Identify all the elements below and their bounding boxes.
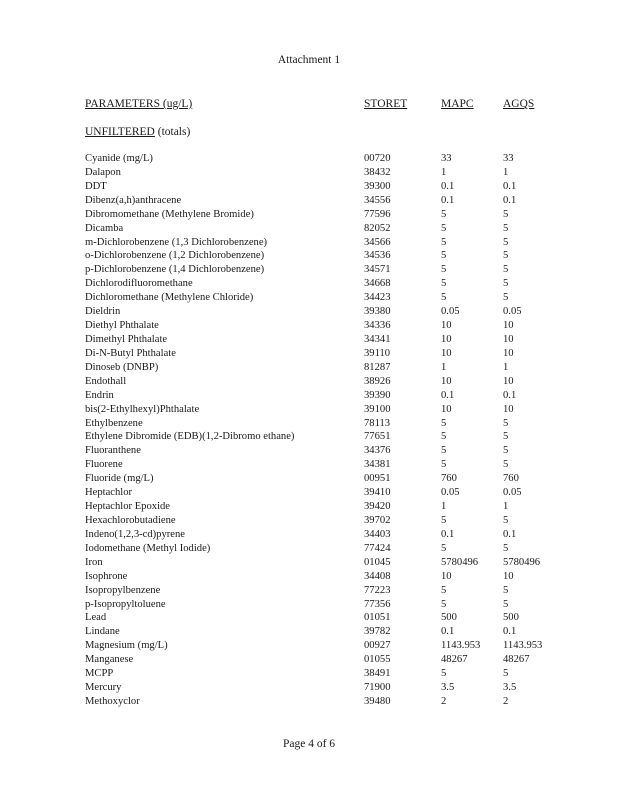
agqs-value: 1	[503, 166, 509, 178]
table-row	[0, 430, 618, 444]
agqs-value: 5	[503, 598, 509, 610]
table-row	[0, 236, 618, 250]
parameter-name: bis(2-Ethylhexyl)Phthalate	[85, 403, 200, 415]
table-row	[0, 194, 618, 208]
storet-code: 77651	[364, 431, 391, 443]
agqs-value: 5	[503, 264, 509, 276]
parameter-name: Dibromomethane (Methylene Bromide)	[85, 208, 254, 220]
storet-code: 39782	[364, 626, 391, 638]
storet-code: 34571	[364, 264, 391, 276]
table-row	[0, 291, 618, 305]
parameter-name: Isopropylbenzene	[85, 584, 161, 596]
table-row	[0, 403, 618, 417]
agqs-value: 5	[503, 250, 509, 262]
agqs-value: 0.1	[503, 194, 517, 206]
storet-code: 34403	[364, 528, 391, 540]
mapc-value: 1	[441, 501, 447, 513]
storet-code: 38491	[364, 668, 391, 680]
storet-code: 39380	[364, 306, 391, 318]
table-row	[0, 347, 618, 361]
mapc-value: 5	[441, 264, 447, 276]
table-row	[0, 486, 618, 500]
mapc-value: 5	[441, 514, 447, 526]
parameter-name: Fluoranthene	[85, 445, 141, 457]
storet-code: 34423	[364, 292, 391, 304]
mapc-value: 5	[441, 222, 447, 234]
parameter-name: Dalapon	[85, 166, 121, 178]
table-row	[0, 556, 618, 570]
mapc-value: 5	[441, 431, 447, 443]
agqs-value: 5	[503, 417, 509, 429]
mapc-value: 10	[441, 347, 452, 359]
table-row	[0, 375, 618, 389]
storet-code: 34536	[364, 250, 391, 262]
agqs-value: 33	[503, 153, 514, 164]
mapc-value: 5780496	[441, 556, 479, 568]
agqs-value: 48267	[503, 654, 530, 666]
mapc-value: 500	[441, 612, 457, 624]
mapc-value: 10	[441, 570, 452, 582]
storet-code: 82052	[364, 222, 391, 234]
storet-code: 34376	[364, 445, 391, 457]
mapc-value: 10	[441, 320, 452, 332]
parameter-name: Manganese	[85, 654, 134, 666]
table-row	[0, 319, 618, 333]
parameter-name: Ethylbenzene	[85, 417, 143, 429]
mapc-value: 5	[441, 598, 447, 610]
storet-code: 34566	[364, 236, 391, 248]
parameter-name: Endrin	[85, 389, 114, 401]
mapc-value: 5	[441, 292, 447, 304]
mapc-value: 5	[441, 250, 447, 262]
table-row	[0, 681, 618, 695]
mapc-value: 0.05	[441, 487, 460, 499]
storet-code: 77223	[364, 584, 391, 596]
storet-code: 77424	[364, 542, 391, 554]
table-row	[0, 570, 618, 584]
table-row	[0, 625, 618, 639]
agqs-value: 1	[503, 361, 509, 373]
parameters-table	[0, 152, 618, 709]
storet-code: 39110	[364, 347, 391, 359]
mapc-value: 48267	[441, 654, 468, 666]
parameter-name: Diethyl Phthalate	[85, 320, 159, 332]
parameter-name: p-Isopropyltoluene	[85, 598, 166, 610]
table-row	[0, 514, 618, 528]
parameter-name: Endothall	[85, 375, 127, 387]
parameter-name: Dibenz(a,h)anthracene	[85, 194, 182, 206]
section-suffix: (totals)	[154, 126, 191, 138]
agqs-value: 5	[503, 208, 509, 220]
table-row	[0, 333, 618, 347]
storet-code: 38432	[364, 166, 391, 178]
table-row	[0, 222, 618, 236]
parameter-name: Fluoride (mg/L)	[85, 473, 154, 485]
table-row	[0, 389, 618, 403]
section-heading	[85, 126, 190, 138]
table-row	[0, 653, 618, 667]
table-row	[0, 639, 618, 653]
agqs-value: 5780496	[503, 556, 541, 568]
agqs-value: 0.1	[503, 389, 517, 401]
parameter-name: Dicamba	[85, 222, 124, 234]
agqs-value: 10	[503, 333, 514, 345]
parameter-name: Fluorene	[85, 459, 123, 471]
storet-code: 78113	[364, 417, 391, 429]
storet-code: 39390	[364, 389, 391, 401]
parameter-name: Dieldrin	[85, 306, 121, 318]
storet-code: 34556	[364, 194, 391, 206]
agqs-value: 5	[503, 668, 509, 680]
table-row	[0, 528, 618, 542]
parameter-name: Methoxyclor	[85, 695, 140, 707]
mapc-value: 760	[441, 473, 457, 485]
parameter-name: Lindane	[85, 626, 120, 638]
mapc-value: 5	[441, 542, 447, 554]
storet-code: 39702	[364, 514, 391, 526]
mapc-value: 0.1	[441, 626, 455, 638]
agqs-value: 500	[503, 612, 519, 624]
agqs-value: 2	[503, 695, 509, 707]
agqs-value: 0.05	[503, 487, 522, 499]
parameter-name: Dinoseb (DNBP)	[85, 361, 159, 373]
parameter-name: Heptachlor Epoxide	[85, 501, 171, 513]
agqs-value: 3.5	[503, 682, 517, 694]
mapc-value: 10	[441, 375, 452, 387]
parameter-name: Dichlorodifluoromethane	[85, 278, 193, 290]
table-row	[0, 458, 618, 472]
table-row	[0, 180, 618, 194]
storet-code: 39420	[364, 501, 391, 513]
mapc-value: 5	[441, 445, 447, 457]
parameter-name: Heptachlor	[85, 487, 133, 499]
agqs-value: 5	[503, 459, 509, 471]
parameter-name: Dichloromethane (Methylene Chloride)	[85, 292, 254, 304]
agqs-value: 5	[503, 222, 509, 234]
agqs-value: 5	[503, 278, 509, 290]
storet-code: 34381	[364, 459, 391, 471]
parameter-name: Isophrone	[85, 570, 128, 582]
page-number: Page 4 of 6	[282, 738, 336, 750]
agqs-value: 5	[503, 584, 509, 596]
storet-code: 01045	[364, 556, 391, 568]
mapc-value: 0.1	[441, 528, 455, 540]
table-row	[0, 472, 618, 486]
mapc-value: 0.1	[441, 194, 455, 206]
header-agqs: AGQS	[503, 98, 535, 110]
agqs-value: 1143.953	[503, 640, 543, 652]
storet-code: 01055	[364, 654, 391, 666]
parameter-name: Mercury	[85, 682, 122, 694]
mapc-value: 0.1	[441, 389, 455, 401]
agqs-value: 10	[503, 320, 514, 332]
storet-code: 00927	[364, 640, 391, 652]
parameter-name: Lead	[85, 612, 107, 624]
agqs-value: 5	[503, 445, 509, 457]
mapc-value: 5	[441, 417, 447, 429]
parameter-name: Di-N-Butyl Phthalate	[85, 347, 176, 359]
table-row	[0, 611, 618, 625]
mapc-value: 0.1	[441, 180, 455, 192]
storet-code: 00720	[364, 153, 391, 164]
table-row	[0, 277, 618, 291]
attachment-title: Attachment 1	[277, 54, 341, 66]
agqs-value: 5	[503, 514, 509, 526]
agqs-value: 5	[503, 431, 509, 443]
header-parameters: PARAMETERS (ug/L)	[85, 98, 193, 110]
parameter-name: Indeno(1,2,3-cd)pyrene	[85, 528, 186, 540]
mapc-value: 5	[441, 668, 447, 680]
storet-code: 39480	[364, 695, 391, 707]
agqs-value: 0.1	[503, 180, 517, 192]
table-row	[0, 249, 618, 263]
agqs-value: 5	[503, 236, 509, 248]
storet-code: 77596	[364, 208, 391, 220]
agqs-value: 10	[503, 570, 514, 582]
table-row	[0, 166, 618, 180]
agqs-value: 0.1	[503, 528, 517, 540]
mapc-value: 5	[441, 584, 447, 596]
mapc-value: 5	[441, 236, 447, 248]
table-row	[0, 263, 618, 277]
storet-code: 34341	[364, 333, 391, 345]
table-row	[0, 208, 618, 222]
table-row	[0, 417, 618, 431]
mapc-value: 5	[441, 459, 447, 471]
storet-code: 34408	[364, 570, 391, 582]
table-row	[0, 361, 618, 375]
parameter-name: Iodomethane (Methyl Iodide)	[85, 542, 211, 554]
agqs-value: 0.1	[503, 626, 517, 638]
mapc-value: 2	[441, 695, 447, 707]
storet-code: 34336	[364, 320, 391, 332]
parameter-name: MCPP	[85, 668, 114, 680]
parameter-name: Ethylene Dibromide (EDB)(1,2-Dibromo ethane)	[85, 431, 295, 443]
mapc-value: 3.5	[441, 682, 455, 694]
table-row	[0, 444, 618, 458]
agqs-value: 1	[503, 501, 509, 513]
agqs-value: 0.05	[503, 306, 522, 318]
parameter-name: Dimethyl Phthalate	[85, 333, 168, 345]
mapc-value: 33	[441, 153, 452, 164]
table-row	[0, 667, 618, 681]
parameter-name: Iron	[85, 556, 103, 568]
mapc-value: 5	[441, 278, 447, 290]
storet-code: 77356	[364, 598, 391, 610]
agqs-value: 10	[503, 403, 514, 415]
agqs-value: 5	[503, 542, 509, 554]
mapc-value: 0.05	[441, 306, 460, 318]
parameter-name: Cyanide (mg/L)	[85, 153, 153, 164]
storet-code: 00951	[364, 473, 391, 485]
storet-code: 71900	[364, 682, 391, 694]
storet-code: 39100	[364, 403, 391, 415]
mapc-value: 10	[441, 403, 452, 415]
storet-code: 39300	[364, 180, 391, 192]
section-label: UNFILTERED	[85, 126, 155, 138]
table-row	[0, 695, 618, 709]
mapc-value: 5	[441, 208, 447, 220]
table-row	[0, 542, 618, 556]
agqs-value: 5	[503, 292, 509, 304]
agqs-value: 760	[503, 473, 519, 485]
table-row	[0, 584, 618, 598]
table-row	[0, 598, 618, 612]
parameter-name: o-Dichlorobenzene (1,2 Dichlorobenzene)	[85, 250, 265, 262]
parameter-name: Magnesium (mg/L)	[85, 640, 168, 652]
table-row	[0, 152, 618, 166]
table-row	[0, 500, 618, 514]
parameter-name: m-Dichlorobenzene (1,3 Dichlorobenzene)	[85, 236, 268, 248]
parameter-name: p-Dichlorobenzene (1,4 Dichlorobenzene)	[85, 264, 265, 276]
mapc-value: 10	[441, 333, 452, 345]
storet-code: 34668	[364, 278, 391, 290]
header-storet: STORET	[364, 98, 408, 110]
storet-code: 81287	[364, 361, 391, 373]
parameter-name: Hexachlorobutadiene	[85, 514, 176, 526]
table-row	[0, 305, 618, 319]
agqs-value: 10	[503, 375, 514, 387]
storet-code: 38926	[364, 375, 391, 387]
storet-code: 39410	[364, 487, 391, 499]
mapc-value: 1	[441, 361, 447, 373]
agqs-value: 10	[503, 347, 514, 359]
mapc-value: 1143.953	[441, 640, 481, 652]
mapc-value: 1	[441, 166, 447, 178]
header-mapc: MAPC	[441, 98, 474, 110]
parameter-name: DDT	[85, 180, 107, 192]
storet-code: 01051	[364, 612, 391, 624]
